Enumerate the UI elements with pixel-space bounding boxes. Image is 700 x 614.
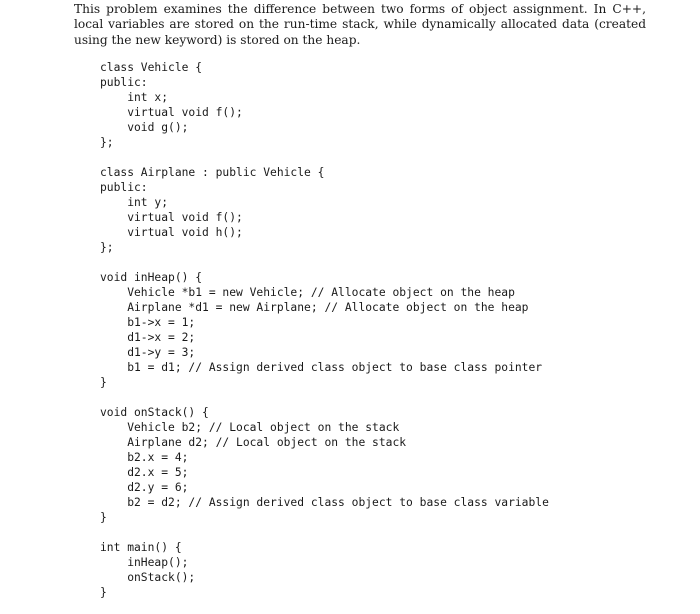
code-line: class Airplane : public Vehicle { — [100, 166, 325, 179]
code-line: } — [100, 511, 107, 524]
code-line: }; — [100, 241, 114, 254]
code-line: int x; — [100, 91, 169, 104]
code-listing — [100, 60, 549, 600]
code-line: } — [100, 586, 107, 599]
code-line: public: — [100, 76, 148, 89]
code-line — [100, 525, 549, 540]
code-line — [100, 150, 549, 165]
code-line: b1 = d1; // Assign derived class object to base class pointer — [100, 361, 543, 374]
code-line: int y; — [100, 196, 169, 209]
code-line: d1->x = 2; — [100, 331, 196, 344]
code-line: b1->x = 1; — [100, 316, 196, 329]
code-line: void onStack() { — [100, 406, 209, 419]
code-line: Airplane *d1 = new Airplane; // Allocate object on the heap — [100, 301, 529, 314]
code-line: Vehicle *b1 = new Vehicle; // Allocate object on the heap — [100, 286, 515, 299]
code-line: int main() { — [100, 541, 182, 554]
code-line: d1->y = 3; — [100, 346, 196, 359]
code-line: onStack(); — [100, 571, 196, 584]
code-line: public: — [100, 181, 148, 194]
code-line: void g(); — [100, 121, 189, 134]
problem-intro: This problem examines the difference between two forms of object assignment. In C++, local variables are stored on the run-time stack, while dynamically allocated data (created using the new keyword) is stored on the heap. — [74, 2, 646, 47]
code-line: b2.x = 4; — [100, 451, 189, 464]
code-line: virtual void f(); — [100, 106, 243, 119]
code-line — [100, 390, 549, 405]
code-line: d2.x = 5; — [100, 466, 189, 479]
code-line: b2 = d2; // Assign derived class object to base class variable — [100, 496, 549, 509]
code-line: } — [100, 376, 107, 389]
code-line: Vehicle b2; // Local object on the stack — [100, 421, 400, 434]
code-line: class Vehicle { — [100, 61, 203, 74]
code-line: virtual void f(); — [100, 211, 243, 224]
code-line: }; — [100, 136, 114, 149]
code-line: void inHeap() { — [100, 271, 203, 284]
code-line: inHeap(); — [100, 556, 189, 569]
code-line: virtual void h(); — [100, 226, 243, 239]
code-line: d2.y = 6; — [100, 481, 189, 494]
code-line: Airplane d2; // Local object on the stack — [100, 436, 407, 449]
code-line — [100, 255, 549, 270]
